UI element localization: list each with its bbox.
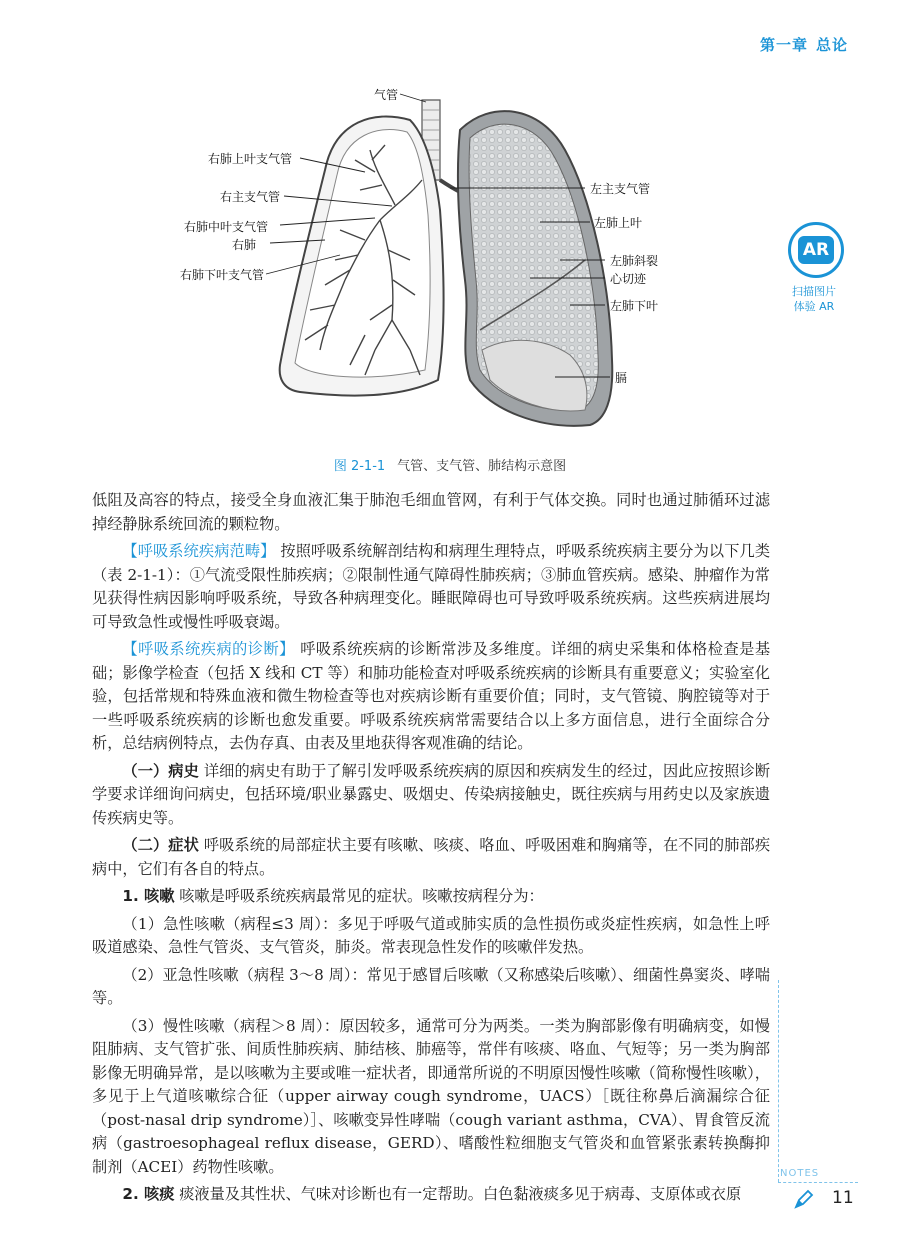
notes-divider [778, 1182, 858, 1183]
label-right-lung: 右肺 [232, 238, 257, 252]
paragraph: （3）慢性咳嗽（病程＞8 周）：原因较多，通常可分为两类。一类为胸部影像有明确病变，如慢阻肺病、支气管扩张、间质性肺疾病、肺结核、肺癌等，常伴有咳痰、咯血、气短等；另一类为胸部影像无明确异常，是以咳嗽为主要或唯一症状者，即通常所说的不明原因慢性咳嗽（简称慢性咳嗽），多见于上气道咳嗽综合征（upper airway cough syndrome，UACS）［既往称鼻后滴漏综合征（post-nasal drip syndrome）］、咳嗽变异性哮喘（cough variant asthma，CVA）、胃食管反流病（gastroesophageal reflux disease，GERD）、嗜酸性粒细胞支气管炎和血管紧张素转换酶抑制剂（ACEI）药物性咳嗽。 [92, 1016, 770, 1176]
subsection-heading: （一）病史 [122, 761, 199, 780]
ar-hint-line1: 扫描图片 [792, 285, 836, 298]
label-diaphragm: 膈 [615, 371, 628, 385]
figure-caption [0, 455, 900, 474]
label-left-oblique-fissure: 左肺斜裂 [610, 254, 659, 268]
label-left-main-bronchus: 左主支气管 [590, 182, 651, 196]
paragraph: （2）亚急性咳嗽（病程 3～8 周）：常见于感冒后咳嗽（又称感染后咳嗽）、细菌性鼻窦炎、哮喘等。 [92, 965, 770, 1007]
ar-scan-badge[interactable] [788, 222, 844, 278]
section-heading: 【呼吸系统疾病范畴】 [122, 542, 276, 560]
notes-label: NOTES [780, 1168, 820, 1179]
chapter-title: 总论 [815, 36, 848, 54]
page-number: 11 [832, 1188, 854, 1208]
ar-hint [772, 284, 856, 314]
label-left-lower-lobe: 左肺下叶 [610, 299, 659, 313]
pencil-icon [793, 1188, 815, 1214]
paragraph: 2. 咳痰 痰液量及其性状、气味对诊断也有一定帮助。白色黏液痰多见于病毒、支原体或衣原 [122, 1185, 742, 1203]
paragraph: （一）病史 详细的病史有助于了解引发呼吸系统疾病的原因和疾病发生的经过，因此应按照诊断学要求详细询问病史，包括环境/职业暴露史、吸烟史、传染病接触史，既往疾病与用药史以及家族遗传疾病史等。 [92, 761, 771, 827]
figure-number: 图 2-1-1 [333, 459, 386, 474]
chapter-number: 第一章 [759, 36, 808, 54]
body-text [92, 489, 770, 1211]
label-right-middle-bronchus: 右肺中叶支气管 [184, 220, 269, 234]
ar-icon: AR [798, 236, 834, 264]
paragraph: （二）症状 呼吸系统的局部症状主要有咳嗽、咳痰、咯血、呼吸困难和胸痛等，在不同的肺部疾病中，它们有各自的特点。 [92, 836, 771, 878]
lung-structure-figure [160, 80, 680, 450]
lung-illustration [160, 80, 680, 450]
subsection-heading: （二）症状 [122, 836, 199, 854]
item-heading: 2. 咳痰 [122, 1185, 175, 1203]
section-heading: 【呼吸系统疾病的诊断】 [122, 640, 295, 658]
notes-divider-vertical [778, 980, 779, 1182]
paragraph: 1. 咳嗽 咳嗽是呼吸系统疾病最常见的症状。咳嗽按病程分为： [122, 887, 544, 905]
paragraph: 【呼吸系统疾病的诊断】 呼吸系统疾病的诊断常涉及多维度。详细的病史采集和体格检查是基础；影像学检查（包括 X 线和 CT 等）和肺功能检查对呼吸系统疾病的诊断具有重要意义；实验室化验，包括常规和特殊血液和微生物检查等也对疾病诊断有重要价值；同时，支气管镜、胸腔镜等对于一些呼吸系统疾病的诊断也愈发重要。呼吸系统疾病常需要结合以上多方面信息，进行全面综合分析，总结病例特点，去伪存真、由表及里地获得客观准确的结论。 [92, 640, 771, 752]
label-trachea: 气管 [374, 88, 399, 102]
label-left-upper-lobe: 左肺上叶 [594, 216, 643, 230]
paragraph: 低阻及高容的特点，接受全身血液汇集于肺泡毛细血管网，有利于气体交换。同时也通过肺循环过滤掉经静脉系统回流的颗粒物。 [92, 491, 770, 533]
label-cardiac-notch: 心切迹 [610, 272, 647, 286]
item-heading: 1. 咳嗽 [122, 887, 175, 905]
ar-hint-line2: 体验 AR [793, 300, 835, 313]
paragraph: （1）急性咳嗽（病程≤3 周）：多见于呼吸气道或肺实质的急性损伤或炎症性疾病，如急性上呼吸道感染、急性气管炎、支气管炎，肺炎。常表现急性发作的咳嗽伴发热。 [92, 914, 770, 956]
label-right-upper-bronchus: 右肺上叶支气管 [208, 152, 293, 166]
paragraph: 【呼吸系统疾病范畴】 按照呼吸系统解剖结构和病理生理特点，呼吸系统疾病主要分为以下几类（表 2-1-1）：①气流受限性肺疾病；②限制性通气障碍性肺疾病；③肺血管疾病。感染、肿瘤作为常见获得性病因影响呼吸系统，导致各种病理变化。睡眠障碍也可导致呼吸系统疾病。这些疾病进展均可导致急性或慢性呼吸衰竭。 [92, 542, 771, 631]
figure-caption-text: 气管、支气管、肺结构示意图 [397, 459, 567, 474]
label-right-lower-bronchus: 右肺下叶支气管 [180, 268, 265, 282]
running-header [752, 34, 848, 55]
label-right-main-bronchus: 右主支气管 [220, 190, 281, 204]
